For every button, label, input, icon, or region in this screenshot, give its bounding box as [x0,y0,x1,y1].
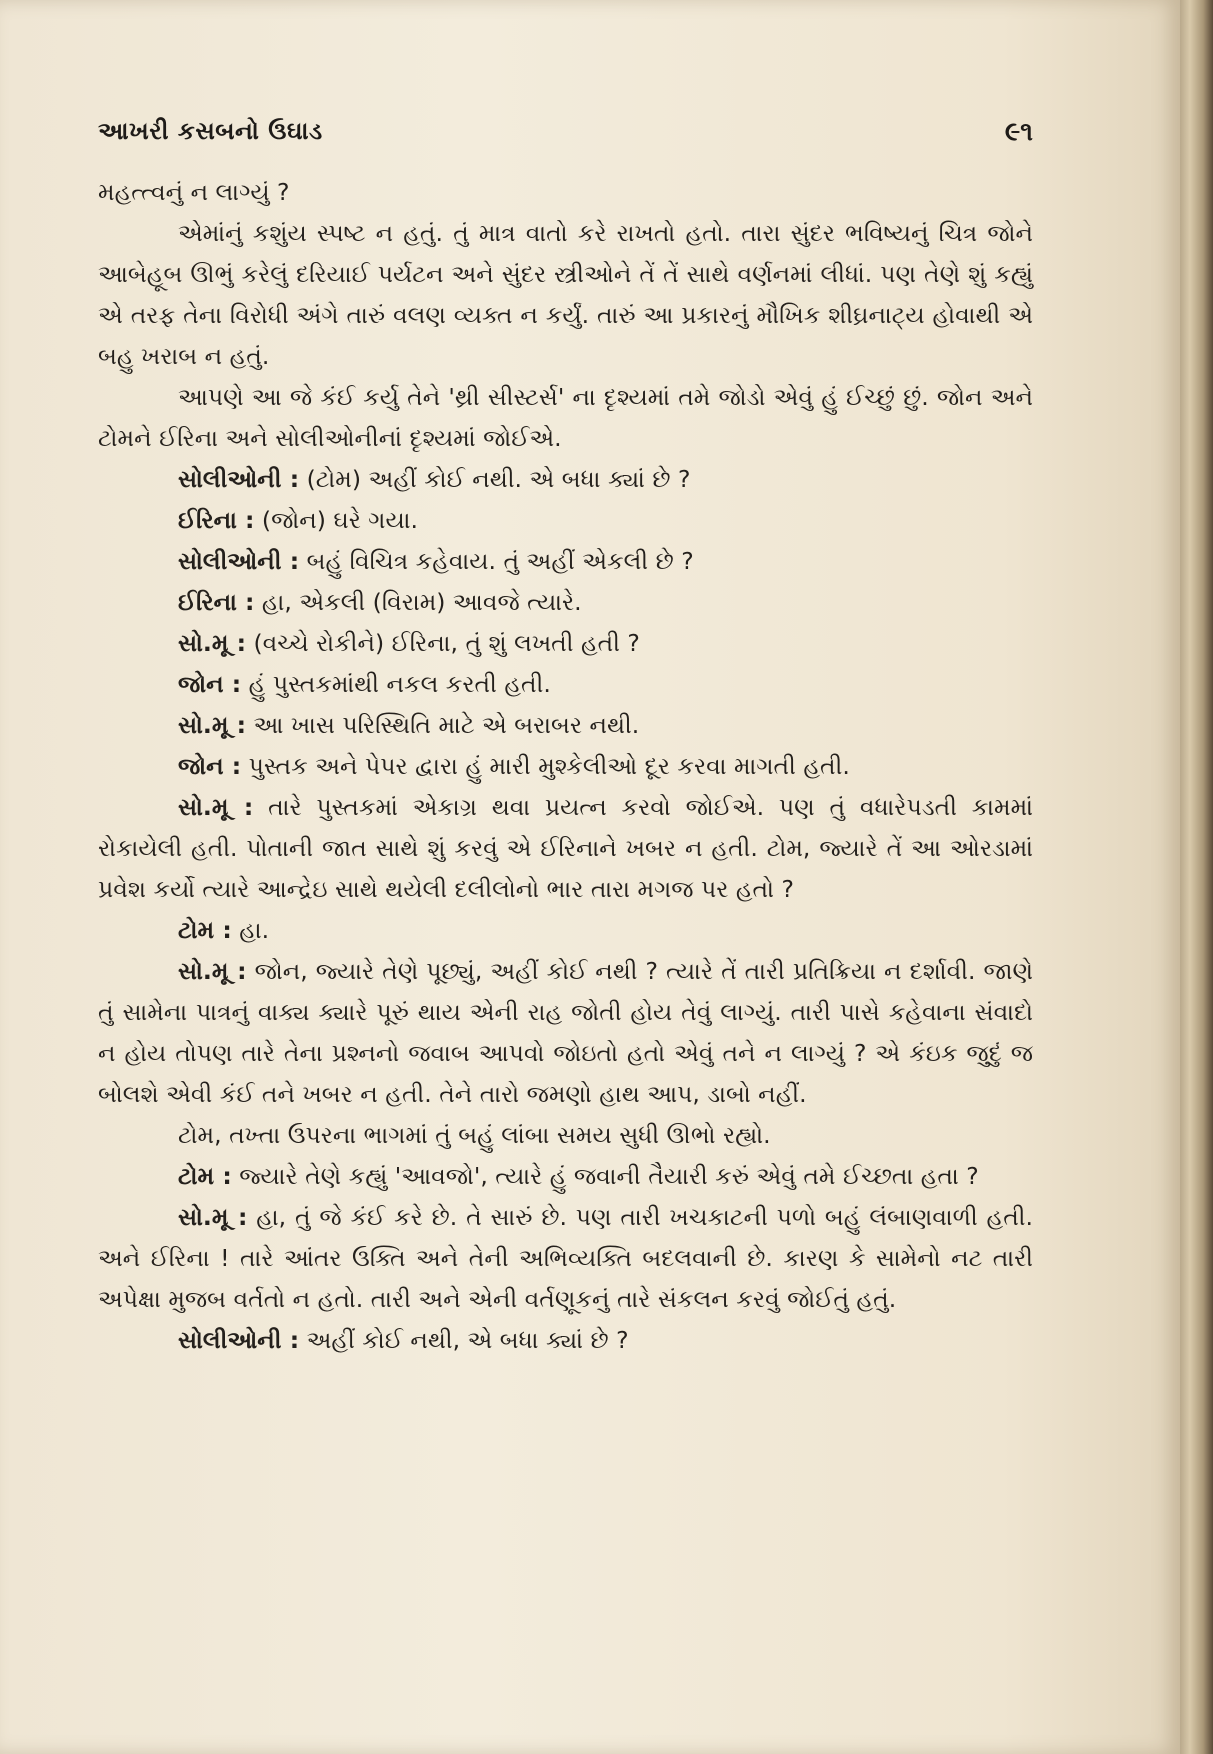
dialogue-line [98,787,1033,910]
dialogue-text: (ટોમ) અહીં કોઈ નથી. એ બધા ક્યાં છે ? [299,465,691,493]
dialogue-line [98,459,1033,500]
speaker-name: સો.મૂ : [178,957,247,985]
page-edge-shadow [1180,0,1213,1754]
speaker-name: સોલીઓની : [178,1326,300,1354]
dialogue-line [98,500,1033,541]
dialogue-text: આ ખાસ પરિસ્થિતિ માટે એ બરાબર નથી. [246,711,640,739]
paragraph: એમાંનું કશુંય સ્પષ્ટ ન હતું. તું માત્ર વાતો કરે રાખતો હતો. તારા સુંદર ભવિષ્યનું ચિત્ર જોને આબેહૂબ ઊભું કરેલું દરિયાઈ પર્યટન અને સુંદર સ્ત્રીઓને તેં તેં સાથે વર્ણનમાં લીધાં. પણ તેણે શું કહ્યું એ તરફ તેના વિરોધી અંગે તારું વલણ વ્યક્ત ન કર્યું. તારું આ પ્રકારનું મૌખિક શીઘ્રનાટ્ય હોવાથી એ બહુ ખરાબ ન હતું. [98,219,1033,370]
dialogue-text: હું પુસ્તકમાંથી નકલ કરતી હતી. [241,670,551,698]
dialogue-text: પુસ્તક અને પેપર દ્વારા હું મારી મુશ્કેલીઓ દૂર કરવા માગતી હતી. [241,752,850,780]
dialogue-line [98,1197,1033,1320]
paragraph: આપણે આ જે કંઈ કર્યુ તેને 'થ્રી સીસ્ટર્સ' ના દૃશ્યમાં તમે જોડો એવું હું ઈચ્છું છું. જોન અને ટોમને ઈરિના અને સોલીઓનીનાં દૃશ્યમાં જોઈએ. [98,383,1033,452]
dialogue-line [98,664,1033,705]
paragraph: મહત્ત્વનું ન લાગ્યું ? [98,178,290,206]
dialogue-line [98,1320,1033,1361]
speaker-name: સો.મૂ : [178,793,254,821]
dialogue-line [98,1156,1033,1197]
speaker-name: ઈરિના : [178,506,255,534]
dialogue-text: (વચ્ચે રોકીને) ઈરિના, તું શું લખતી હતી ? [246,629,640,657]
speaker-name: ટોમ : [178,916,232,944]
dialogue-text: (જોન) ઘરે ગયા. [254,506,418,534]
dialogue-text: બહું વિચિત્ર કહેવાય. તું અહીં એકલી છે ? [299,547,694,575]
dialogue-text: હા, એકલી (વિરામ) આવજે ત્યારે. [254,588,582,616]
speaker-name: ટોમ : [178,1162,232,1190]
speaker-name: સોલીઓની : [178,547,300,575]
dialogue-line [98,746,1033,787]
dialogue-line [98,582,1033,623]
dialogue-text: હા. [231,916,270,944]
speaker-name: સોલીઓની : [178,465,300,493]
speaker-name: સો.મૂ : [178,629,247,657]
dialogue-line [98,951,1033,1115]
dialogue-text: તારે પુસ્તકમાં એકાગ્ર થવા પ્રયત્ન કરવો જોઈએ. પણ તું વધારેપડતી કામમાં રોકાયેલી હતી. પોતાની જાત સાથે શું કરવું એ ઈરિનાને ખબર ન હતી. ટોમ, જ્યારે તેં આ ઓરડામાં પ્રવેશ કર્યો ત્યારે આન્દ્રેઇ સાથે થયેલી દલીલોનો ભાર તારા મગજ પર હતો ? [98,793,1033,903]
paragraph: ટોમ, તખ્તા ઉપરના ભાગમાં તું બહું લાંબા સમય સુધી ઊભો રહ્યો. [178,1121,771,1149]
speaker-name: સો.મૂ : [178,1203,248,1231]
dialogue-text: હા, તું જે કંઈ કરે છે. તે સારું છે. પણ તારી ખચકાટની પળો બહું લંબાણવાળી હતી. અને ઈરિના ! તારે આંતર ઉક્તિ અને તેની અભિવ્યક્તિ બદલવાની છે. કારણ કે સામેનો નટ તારી અપેક્ષા મુજબ વર્તતો ન હતો. તારી અને એની વર્તણૂકનું તારે સંકલન કરવું જોઈતું હતું. [98,1203,1033,1313]
dialogue-line [98,705,1033,746]
dialogue-text: જોન, જ્યારે તેણે પૂછ્યું, અહીં કોઈ નથી ? ત્યારે તેં તારી પ્રતિક્રિયા ન દર્શાવી. જાણે તું સામેના પાત્રનું વાક્ય ક્યારે પૂરું થાય એની રાહ જોતી હોય તેવું લાગ્યું. તારી પાસે કહેવાના સંવાદો ન હોય તોપણ તારે તેના પ્રશ્નનો જવાબ આપવો જોઇતો હતો એવું તને ન લાગ્યું ? એ કંઇક જુદું જ બોલશે એવી કંઈ તને ખબર ન હતી. તેને તારો જમણો હાથ આપ, ડાબો નહીં. [98,957,1033,1108]
dialogue-line [98,623,1033,664]
speaker-name: જોન : [178,752,242,780]
speaker-name: સો.મૂ : [178,711,247,739]
dialogue-text: અહીં કોઈ નથી, એ બધા ક્યાં છે ? [299,1326,629,1354]
dialogue-line [98,910,1033,951]
page-header [98,117,1033,157]
dialogue-line [98,541,1033,582]
speaker-name: ઈરિના : [178,588,255,616]
dialogue-text: જ્યારે તેણે કહ્યું 'આવજો', ત્યારે હું જવાની તૈયારી કરું એવું તમે ઈચ્છતા હતા ? [231,1162,979,1190]
page-body [98,172,1033,1361]
speaker-name: જોન : [178,670,242,698]
running-title: આખરી કસબનો ઉઘાડ [98,117,323,145]
page-number: ૯૧ [1004,117,1033,147]
